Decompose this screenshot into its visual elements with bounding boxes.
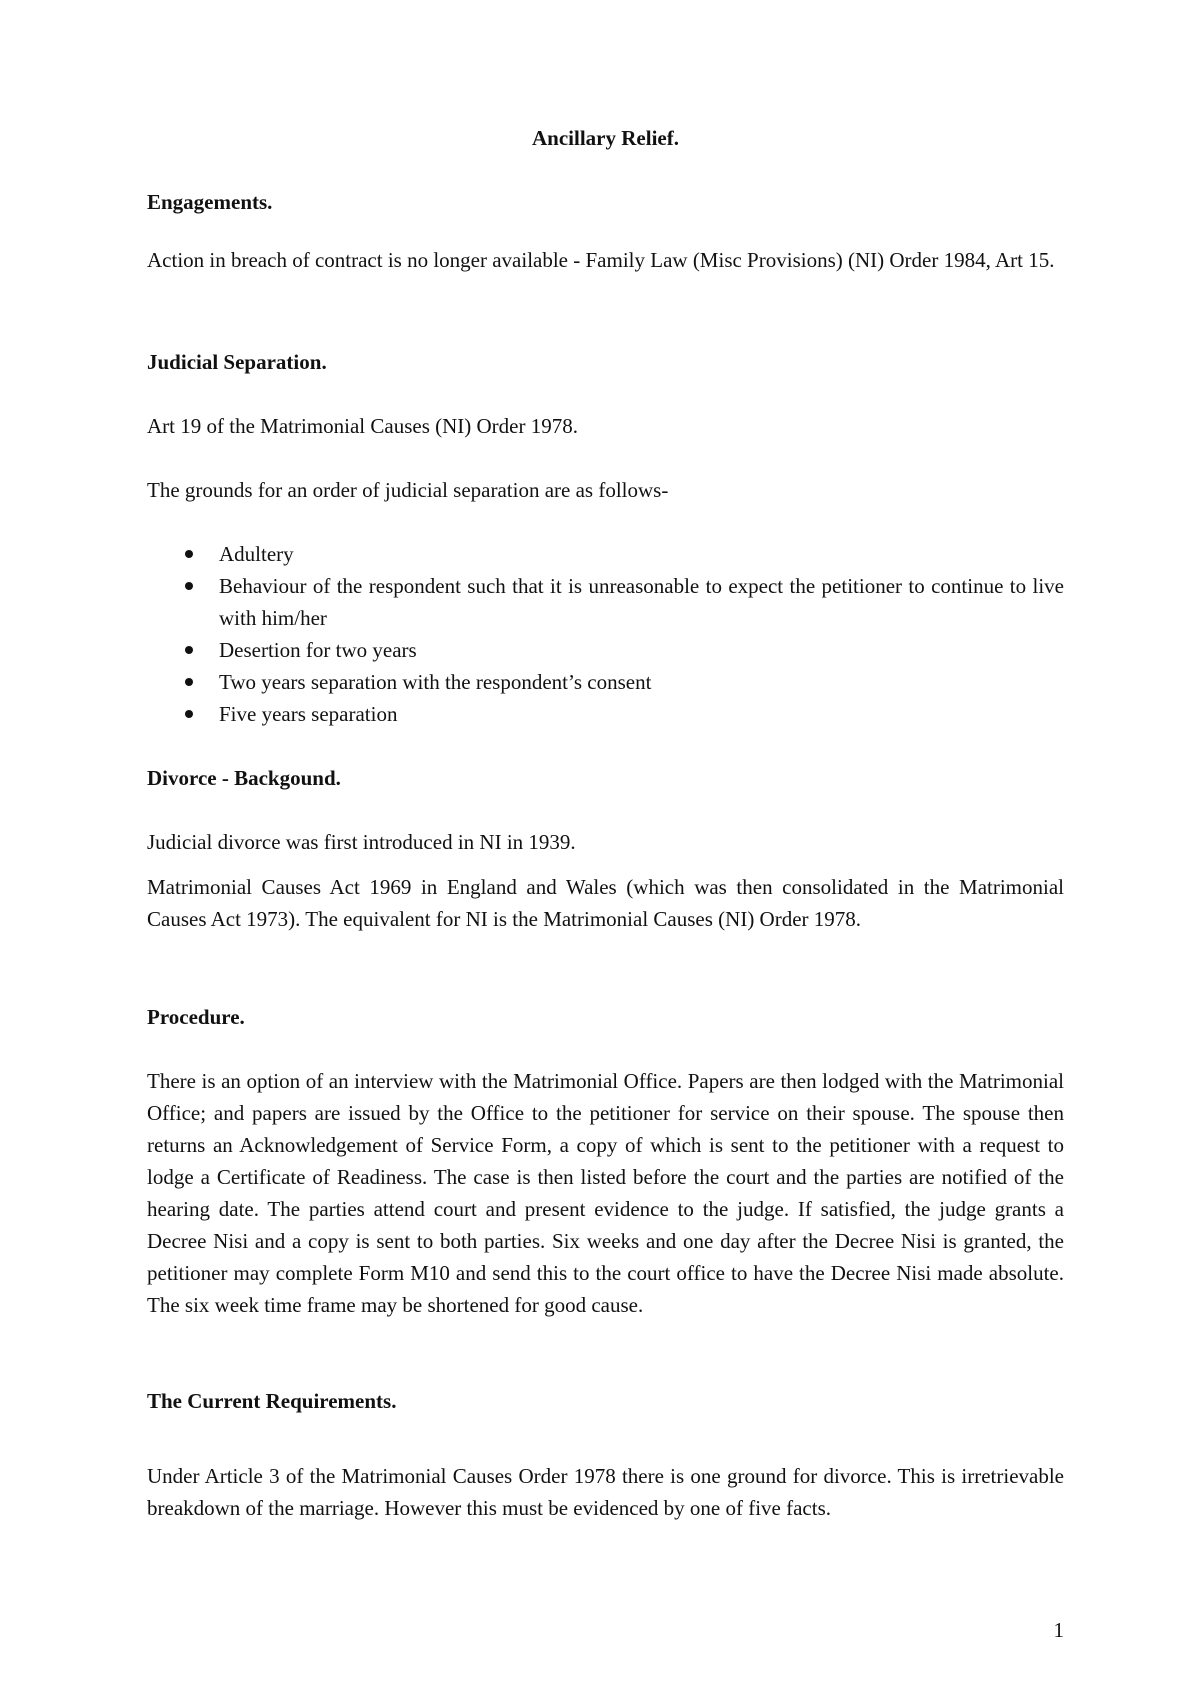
current-requirements-paragraph: Under Article 3 of the Matrimonial Causes Order 1978 there is one ground for divorce. This is irretrievable breakdown of the marriage. However this must be evidenced by one of five facts. [147,1464,1064,1520]
judicial-separation-paragraph-2: The grounds for an order of judicial separation are as follows- [147,478,669,502]
bullet-icon [185,550,193,558]
procedure-paragraph: There is an option of an interview with the Matrimonial Office. Papers are then lodged with the Matrimonial Office; and papers are issued by the Office to the petitioner for service on their spouse. The spouse then returns an Acknowledgement of Service Form, a copy of which is sent to the petitioner with a request to lodge a Certificate of Readiness. The case is then listed before the court and the parties are notified of the hearing date. The parties attend court and present evidence to the judge. If satisfied, the judge grants a Decree Nisi and a copy is sent to both parties. Six weeks and one day after the Decree Nisi is granted, the petitioner may complete Form M10 and send this to the court office to have the Decree Nisi made absolute. The six week time frame may be shortened for good cause. [147,1069,1064,1317]
divorce-background-paragraph-1-block [147,826,1064,858]
section-judicial-separation [147,346,1064,378]
list-item-text: Adultery [219,542,294,566]
section-procedure [147,1001,1064,1033]
list-item [147,538,1064,570]
divorce-background-paragraph-2: Matrimonial Causes Act 1969 in England and Wales (which was then consolidated in the Matrimonial Causes Act 1973). The equivalent for NI is the Matrimonial Causes (NI) Order 1978. [147,875,1064,931]
judicial-separation-paragraph-2-block [147,474,1064,506]
section-divorce-background [147,762,1064,794]
grounds-list [147,538,1064,730]
divorce-background-paragraph-2-block [147,871,1064,935]
section-heading-divorce-background: Divorce - Backgound. [147,766,341,790]
list-item [147,666,1064,698]
document-title: Ancillary Relief. [532,126,679,150]
list-item-text: Desertion for two years [219,638,417,662]
list-item-text: Five years separation [219,702,398,726]
list-item [147,634,1064,666]
section-heading-procedure: Procedure. [147,1005,245,1029]
engagements-paragraph: Action in breach of contract is no longer available - Family Law (Misc Provisions) (NI) Order 1984, Art 15. [147,248,1055,272]
procedure-paragraph-block [147,1065,1064,1321]
divorce-background-paragraph-1: Judicial divorce was first introduced in NI in 1939. [147,830,576,854]
document-page [147,0,1064,1698]
section-heading-judicial-separation: Judicial Separation. [147,350,327,374]
bullet-icon [185,710,193,718]
bullet-icon [185,582,193,590]
section-heading-engagements: Engagements. [147,190,273,214]
section-engagements [147,186,1064,218]
list-item [147,698,1064,730]
section-heading-current-requirements: The Current Requirements. [147,1389,397,1413]
grounds-list-block [147,538,1064,730]
bullet-icon [185,646,193,654]
list-item-text: Two years separation with the respondent’s consent [219,670,652,694]
bullet-icon [185,678,193,686]
list-item [147,570,1064,634]
page-number: 1 [1053,1618,1064,1642]
judicial-separation-paragraph-1-block [147,410,1064,442]
list-item-text: Behaviour of the respondent such that it is unreasonable to expect the petitioner to continue to live with him/her [219,574,1064,630]
judicial-separation-paragraph-1: Art 19 of the Matrimonial Causes (NI) Order 1978. [147,414,578,438]
section-current-requirements [147,1385,1064,1417]
section-engagements-body [147,244,1064,276]
current-requirements-paragraph-block [147,1460,1064,1524]
